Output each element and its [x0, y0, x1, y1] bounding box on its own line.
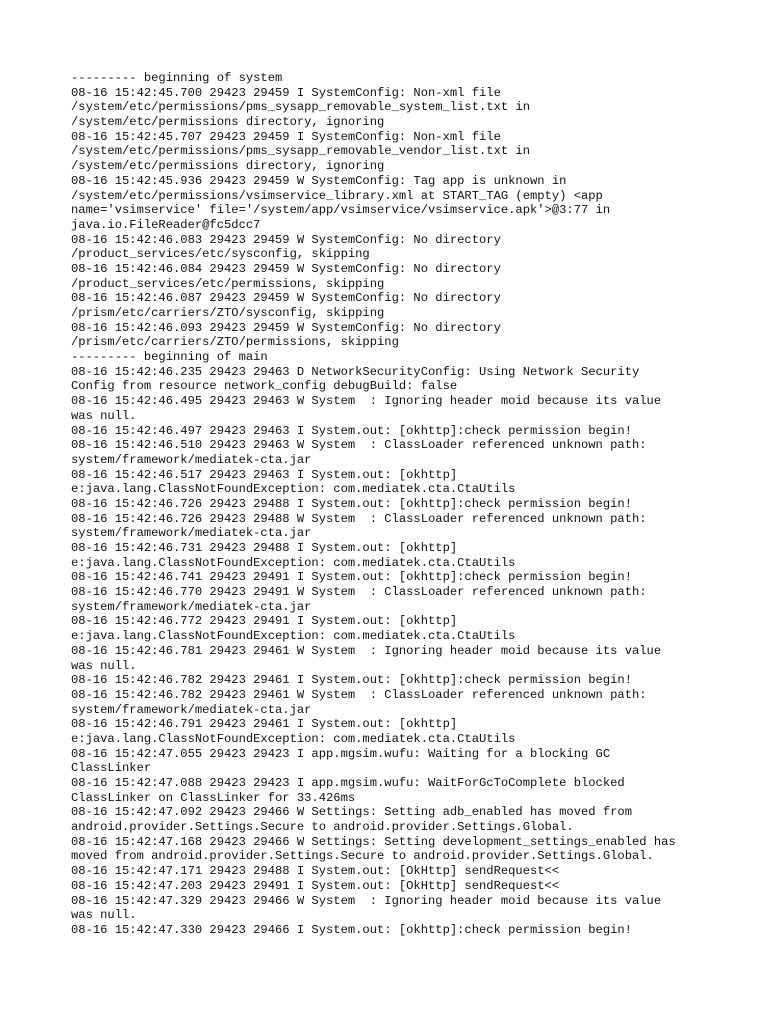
- log-line: was null.: [71, 908, 137, 923]
- log-line: 08-16 15:42:47.330 29423 29466 I System.out: [okhttp]:check permission begin!: [71, 922, 632, 937]
- log-line: name='vsimservice' file='/system/app/vsimservice/vsimservice.apk'>@3:77 in: [71, 203, 611, 218]
- log-line: 08-16 15:42:46.084 29423 29459 W SystemConfig: No directory: [71, 261, 501, 276]
- log-line: 08-16 15:42:46.782 29423 29461 I System.out: [okhttp]:check permission begin!: [71, 673, 632, 688]
- log-line: 08-16 15:42:46.781 29423 29461 W System : Ignoring header moid because its value: [71, 643, 662, 658]
- log-line: 08-16 15:42:46.772 29423 29491 I System.out: [okhttp]: [71, 614, 458, 629]
- log-line: system/framework/mediatek-cta.jar: [71, 452, 312, 467]
- log-line: was null.: [71, 408, 137, 423]
- log-line: 08-16 15:42:45.707 29423 29459 I SystemConfig: Non-xml file: [71, 129, 501, 144]
- log-line: /system/etc/permissions/pms_sysapp_removable_vendor_list.txt in: [71, 144, 530, 159]
- log-line: android.provider.Settings.Secure to android.provider.Settings.Global.: [71, 820, 574, 835]
- log-line: 08-16 15:42:46.497 29423 29463 I System.out: [okhttp]:check permission begin!: [71, 423, 632, 438]
- log-line: 08-16 15:42:46.510 29423 29463 W System : ClassLoader referenced unknown path:: [71, 438, 647, 453]
- log-line: 08-16 15:42:46.093 29423 29459 W SystemConfig: No directory: [71, 320, 501, 335]
- log-line: 08-16 15:42:46.782 29423 29461 W System : ClassLoader referenced unknown path:: [71, 687, 647, 702]
- log-line: /system/etc/permissions directory, ignoring: [71, 115, 385, 130]
- log-line: 08-16 15:42:47.088 29423 29423 I app.mgsim.wufu: WaitForGcToComplete blocked: [71, 776, 625, 790]
- log-line: system/framework/mediatek-cta.jar: [71, 526, 312, 541]
- log-line: --------- beginning of system: [71, 71, 283, 85]
- log-line: e:java.lang.ClassNotFoundException: com.mediatek.cta.CtaUtils: [71, 482, 516, 497]
- log-line: e:java.lang.ClassNotFoundException: com.mediatek.cta.CtaUtils: [71, 731, 516, 746]
- log-line: 08-16 15:42:47.203 29423 29491 I System.out: [OkHttp] sendRequest<<: [71, 878, 560, 893]
- log-line: 08-16 15:42:46.791 29423 29461 I System.out: [okhttp]: [71, 717, 458, 732]
- log-line: 08-16 15:42:46.770 29423 29491 W System : ClassLoader referenced unknown path:: [71, 585, 647, 600]
- log-line: /prism/etc/carriers/ZTO/sysconfig, skipping: [71, 306, 385, 320]
- log-line: /prism/etc/carriers/ZTO/permissions, skipping: [71, 335, 399, 350]
- log-line: 08-16 15:42:47.055 29423 29423 I app.mgsim.wufu: Waiting for a blocking GC: [71, 746, 611, 761]
- log-line: 08-16 15:42:46.235 29423 29463 D NetworkSecurityConfig: Using Network Security: [71, 364, 640, 379]
- log-line: 08-16 15:42:46.087 29423 29459 W SystemConfig: No directory: [71, 291, 501, 306]
- log-line: 08-16 15:42:47.168 29423 29466 W Settings: Setting development_settings_enabled has: [71, 834, 676, 849]
- log-line: e:java.lang.ClassNotFoundException: com.mediatek.cta.CtaUtils: [71, 629, 516, 644]
- log-line: /system/etc/permissions directory, ignoring: [71, 159, 385, 174]
- log-line: 08-16 15:42:46.083 29423 29459 W SystemConfig: No directory: [71, 232, 501, 247]
- log-line: /product_services/etc/permissions, skipping: [71, 276, 385, 291]
- log-line: was null.: [71, 658, 137, 673]
- log-line: 08-16 15:42:46.517 29423 29463 I System.out: [okhttp]: [71, 467, 458, 482]
- log-line: e:java.lang.ClassNotFoundException: com.mediatek.cta.CtaUtils: [71, 555, 516, 570]
- log-line: Config from resource network_config debugBuild: false: [71, 379, 458, 394]
- log-line: /system/etc/permissions/pms_sysapp_removable_system_list.txt in: [71, 100, 530, 115]
- log-line: /product_services/etc/sysconfig, skipping: [71, 247, 370, 262]
- log-line: 08-16 15:42:47.092 29423 29466 W Settings: Setting adb_enabled has moved from: [71, 805, 632, 820]
- log-line: moved from android.provider.Settings.Secure to android.provider.Settings.Global.: [71, 849, 654, 864]
- log-line: 08-16 15:42:45.936 29423 29459 W SystemConfig: Tag app is unknown in: [71, 173, 567, 188]
- log-line: /system/etc/permissions/vsimservice_library.xml at START_TAG (empty) <app: [71, 188, 603, 203]
- log-line: 08-16 15:42:47.329 29423 29466 W System : Ignoring header moid because its value: [71, 893, 662, 908]
- log-line: 08-16 15:42:46.741 29423 29491 I System.out: [okhttp]:check permission begin!: [71, 570, 632, 585]
- log-line: 08-16 15:42:46.726 29423 29488 I System.out: [okhttp]:check permission begin!: [71, 496, 632, 511]
- log-line: 08-16 15:42:45.700 29423 29459 I SystemConfig: Non-xml file: [71, 85, 501, 100]
- log-line: java.io.FileReader@fc5dcc7: [71, 217, 261, 232]
- log-text: [71, 71, 751, 938]
- log-line: ClassLinker: [71, 761, 152, 776]
- log-line: 08-16 15:42:47.171 29423 29488 I System.out: [OkHttp] sendRequest<<: [71, 864, 560, 879]
- log-line: ClassLinker on ClassLinker for 33.426ms: [71, 790, 356, 805]
- log-line: system/framework/mediatek-cta.jar: [71, 702, 312, 717]
- log-line: 08-16 15:42:46.726 29423 29488 W System : ClassLoader referenced unknown path:: [71, 511, 647, 526]
- log-line: --------- beginning of main: [71, 350, 268, 365]
- log-line: 08-16 15:42:46.731 29423 29488 I System.out: [okhttp]: [71, 541, 458, 555]
- log-line: system/framework/mediatek-cta.jar: [71, 599, 312, 614]
- log-line: 08-16 15:42:46.495 29423 29463 W System : Ignoring header moid because its value: [71, 394, 662, 409]
